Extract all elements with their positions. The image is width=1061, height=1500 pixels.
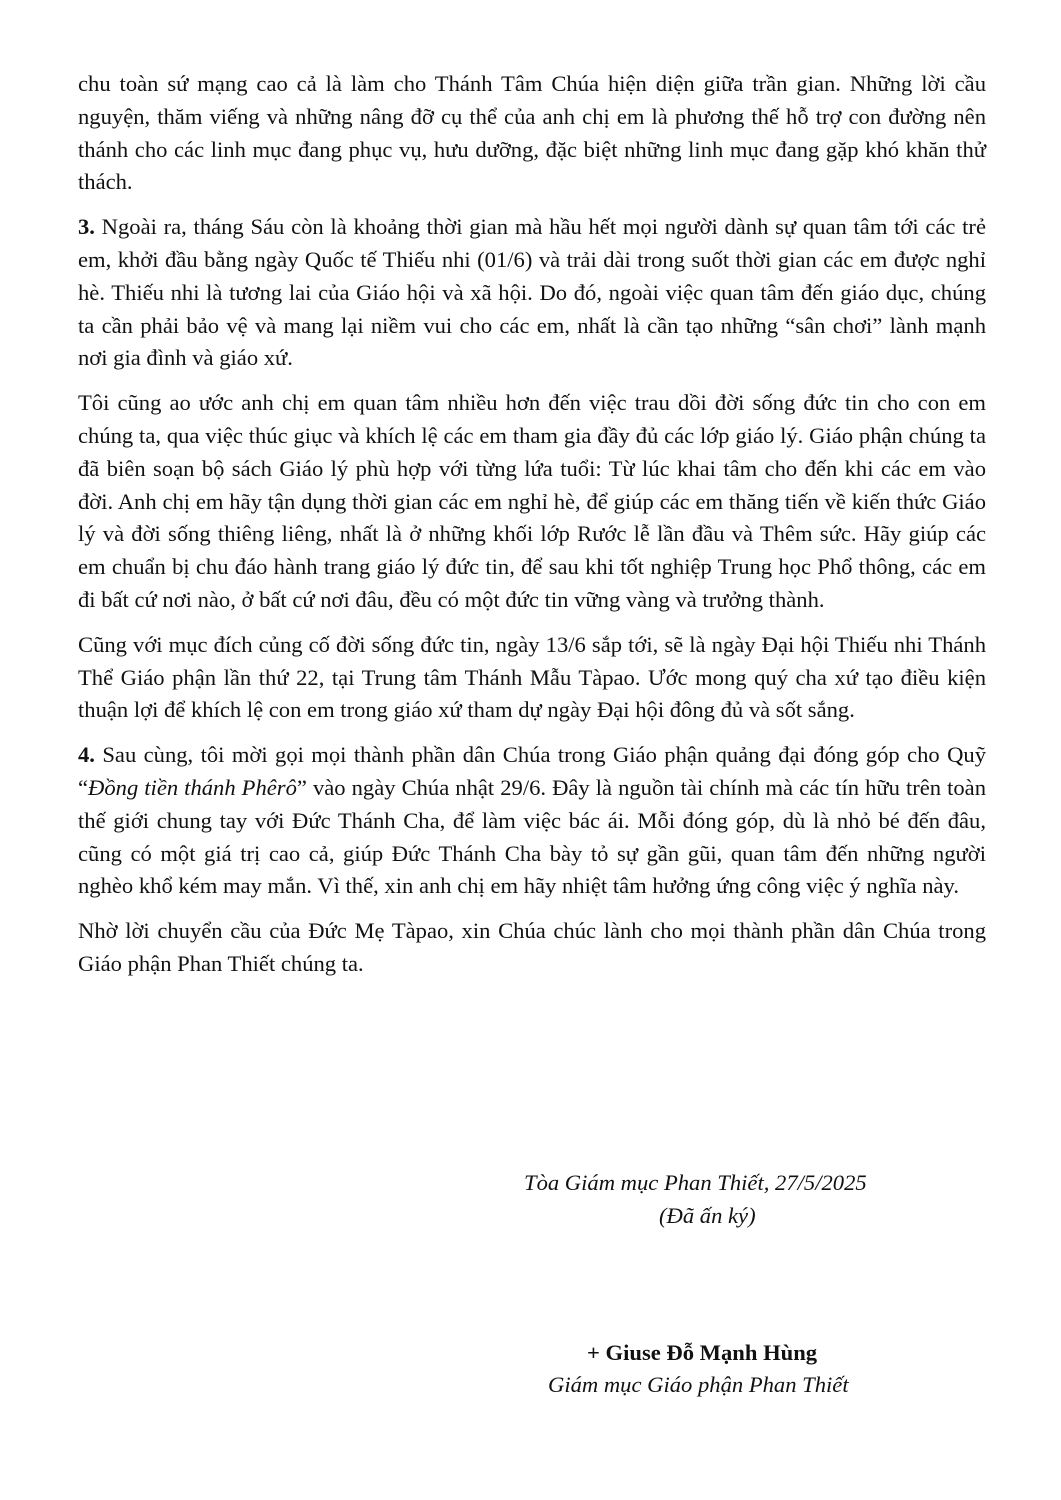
fund-name: Đồng tiền thánh Phêrô bbox=[88, 774, 297, 800]
paragraph-text: Tôi cũng ao ước anh chị em quan tâm nhiều hơn đến việc trau dồi đời sống đức tin cho con em chúng ta, qua việc thúc giục và khích lệ các em tham gia đầy đủ các lớp giáo lý. Giáo phận chúng ta đã biên soạn bộ sách Giáo lý phù hợp với từng lứa tuổi: Từ lúc khai tâm cho đến khi các em vào đời. Anh chị em hãy tận dụng thời gian các em nghỉ hè, để giúp các em thăng tiến về kiến thức Giáo lý và đời sống thiêng liêng, nhất là ở những khối lớp Rước lễ lần đầu và Thêm sức. Hãy giúp các em chuẩn bị chu đáo hành trang giáo lý đức tin, để sau khi tốt nghiệp Trung học Phổ thông, các em đi bất cứ nơi nào, ở bất cứ nơi đâu, đều có một đức tin vững vàng và trưởng thành. bbox=[78, 390, 986, 612]
paragraph-text: Ngoài ra, tháng Sáu còn là khoảng thời gian mà hầu hết mọi người dành sự quan tâm tới các trẻ em, khởi đầu bằng ngày Quốc tế Thiếu nhi (01/6) và trải dài trong suốt thời gian các em được nghỉ hè. Thiếu nhi là tương lai của Giáo hội và xã hội. Do đó, ngoài việc quan tâm đến giáo dục, chúng ta cần phải bảo vệ và mang lại niềm vui cho các em, nhất là cần tạo những “sân chơi” lành mạnh nơi gia đình và giáo xứ. bbox=[78, 214, 986, 371]
paragraph-text: ” vào ngày Chúa nhật 29/6. Đây là nguồn tài chính mà các tín hữu trên toàn thế giới chung tay với Đức Thánh Cha, để làm việc bác ái. Mỗi đóng góp, dù là nhỏ bé đến đâu, cũng có một giá trị cao cả, giúp Đức Thánh Cha bày tỏ sự gần gũi, quan tâm đến những người nghèo khổ kém may mắn. Vì thế, xin anh chị em hãy nhiệt tâm hưởng ứng công việc ý nghĩa này. bbox=[78, 774, 987, 899]
paragraph-4-peter-pence bbox=[78, 739, 986, 903]
paragraph-text: Nhờ lời chuyển cầu của Đức Mẹ Tàpao, xin Chúa chúc lành cho mọi thành phần dân Chúa trong Giáo phận Phan Thiết chúng ta. bbox=[78, 918, 986, 976]
paragraph-text: Sau cùng, tôi mời gọi mọi thành phần dân Chúa trong Giáo phận quảng đại đóng góp cho Quỹ “ bbox=[78, 742, 986, 800]
signatory-name: + Giuse Đỗ Mạnh Hùng bbox=[587, 1340, 818, 1365]
signature-block bbox=[440, 1167, 980, 1397]
paragraph-3-children bbox=[78, 211, 986, 375]
paragraph-text: Cũng với mục đích củng cố đời sống đức tin, ngày 13/6 sắp tới, sẽ là ngày Đại hội Thiếu nhi Thánh Thể Giáo phận lần thứ 22, tại Trung tâm Thánh Mẫu Tàpao. Ước mong quý cha xứ tạo điều kiện thuận lợi để khích lệ con em trong giáo xứ tham dự ngày Đại hội đông đủ và sốt sắng. bbox=[78, 631, 986, 723]
signatory-title: Giám mục Giáo phận Phan Thiết bbox=[548, 1372, 849, 1397]
paragraph-blessing bbox=[78, 915, 986, 981]
letter-body bbox=[78, 68, 986, 993]
paragraph-catechism bbox=[78, 387, 986, 617]
place-date: Tòa Giám mục Phan Thiết, 27/5/2025 bbox=[524, 1170, 867, 1195]
paragraph-priests bbox=[78, 68, 986, 199]
section-number: 3. bbox=[78, 214, 95, 240]
section-number: 4. bbox=[78, 742, 95, 768]
signed-note: (Đã ấn ký) bbox=[659, 1202, 756, 1228]
paragraph-text: chu toàn sứ mạng cao cả là làm cho Thánh Tâm Chúa hiện diện giữa trần gian. Những lời cầu nguyện, thăm viếng và những nâng đỡ cụ thể của anh chị em là phương thế hỗ trợ con đường nên thánh cho các linh mục đang phục vụ, hưu dưỡng, đặc biệt những linh mục đang gặp khó khăn thử thách. bbox=[78, 71, 986, 195]
paragraph-youth-congress bbox=[78, 629, 986, 727]
